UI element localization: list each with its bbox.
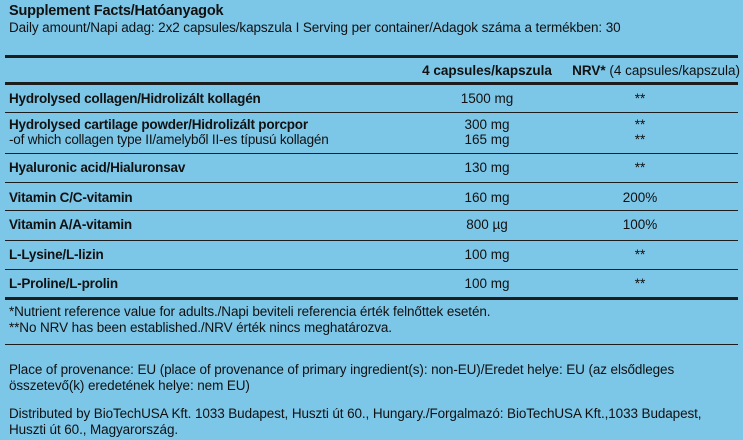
divider-thick bbox=[5, 55, 738, 58]
footnote-nrv: *Nutrient reference value for adults./Napi beviteli referencia érték felnőttek esetén. bbox=[9, 304, 491, 319]
nutrient-amount: 800 µg bbox=[466, 217, 508, 232]
column-header-nrv bbox=[540, 63, 740, 78]
nrv-header-bold: NRV* bbox=[572, 63, 606, 78]
nutrient-subamount: 165 mg bbox=[464, 132, 510, 147]
nutrient-nrv: ** bbox=[634, 160, 646, 175]
divider-thick bbox=[5, 297, 738, 300]
divider-thin bbox=[5, 240, 738, 241]
nutrient-name: Vitamin C/C-vitamin bbox=[9, 190, 133, 205]
divider-thin bbox=[5, 182, 738, 183]
divider-thin bbox=[5, 112, 738, 113]
nutrient-nrv: ** bbox=[634, 247, 646, 262]
nutrient-name: Vitamin A/A-vitamin bbox=[9, 217, 132, 232]
nutrient-amount: 160 mg bbox=[464, 190, 510, 205]
divider-thin bbox=[5, 153, 738, 154]
distributor-text: Distributed by BioTechUSA Kft. 1033 Budapest, Huszti út 60., Hungary./Forgalmazó: BioTechUSA Kft.,1033 Budapest, Huszti út 60., Magyarország. bbox=[9, 406, 702, 437]
nutrient-amount: 1500 mg bbox=[460, 91, 514, 106]
nutrient-name: Hyaluronic acid/Hialuronsav bbox=[9, 160, 186, 175]
nutrient-name: Hydrolysed collagen/Hidrolizált kollagén bbox=[9, 91, 261, 106]
nutrient-nrv: ** bbox=[634, 276, 646, 291]
nutrient-amount: 100 mg bbox=[464, 276, 510, 291]
footnote-no-nrv: **No NRV has been established./NRV érték nincs meghatározva. bbox=[9, 320, 392, 335]
nutrient-nrv: ** bbox=[634, 91, 646, 106]
nutrient-name: L-Proline/L-prolin bbox=[9, 276, 118, 291]
nutrient-nrv: ** bbox=[634, 117, 646, 132]
divider-thick bbox=[5, 82, 738, 85]
nutrient-amount: 100 mg bbox=[464, 247, 510, 262]
divider-thin bbox=[5, 210, 738, 211]
nutrient-amount: 300 mg bbox=[464, 117, 510, 132]
divider-thin bbox=[5, 269, 738, 270]
nrv-header-text: (4 capsules/kapszula) bbox=[605, 63, 740, 78]
nutrient-subname: -of which collagen type II/amelyből II-es típusú kollagén bbox=[9, 132, 329, 147]
divider-thin bbox=[5, 344, 738, 345]
panel-title: Supplement Facts/Hatóanyagok bbox=[9, 3, 224, 19]
provenance-text: Place of provenance: EU (place of provenance of primary ingredient(s): non-EU)/Eredet helye: EU (az elsődleges összetevő(k) eredetének helye: nem EU) bbox=[9, 362, 675, 393]
nutrient-name: Hydrolysed cartilage powder/Hidrolizált porcpor bbox=[9, 117, 308, 132]
nutrient-nrv: 100% bbox=[622, 217, 658, 232]
nutrient-amount: 130 mg bbox=[464, 160, 510, 175]
nutrient-subnrv: ** bbox=[634, 132, 646, 147]
column-header-amount: 4 capsules/kapszula bbox=[422, 63, 552, 78]
nutrient-name: L-Lysine/L-lizin bbox=[9, 247, 104, 262]
nutrient-nrv: 200% bbox=[622, 190, 658, 205]
serving-info: Daily amount/Napi adag: 2x2 capsules/kapszula I Serving per container/Adagok száma a termékben: 30 bbox=[9, 20, 621, 35]
